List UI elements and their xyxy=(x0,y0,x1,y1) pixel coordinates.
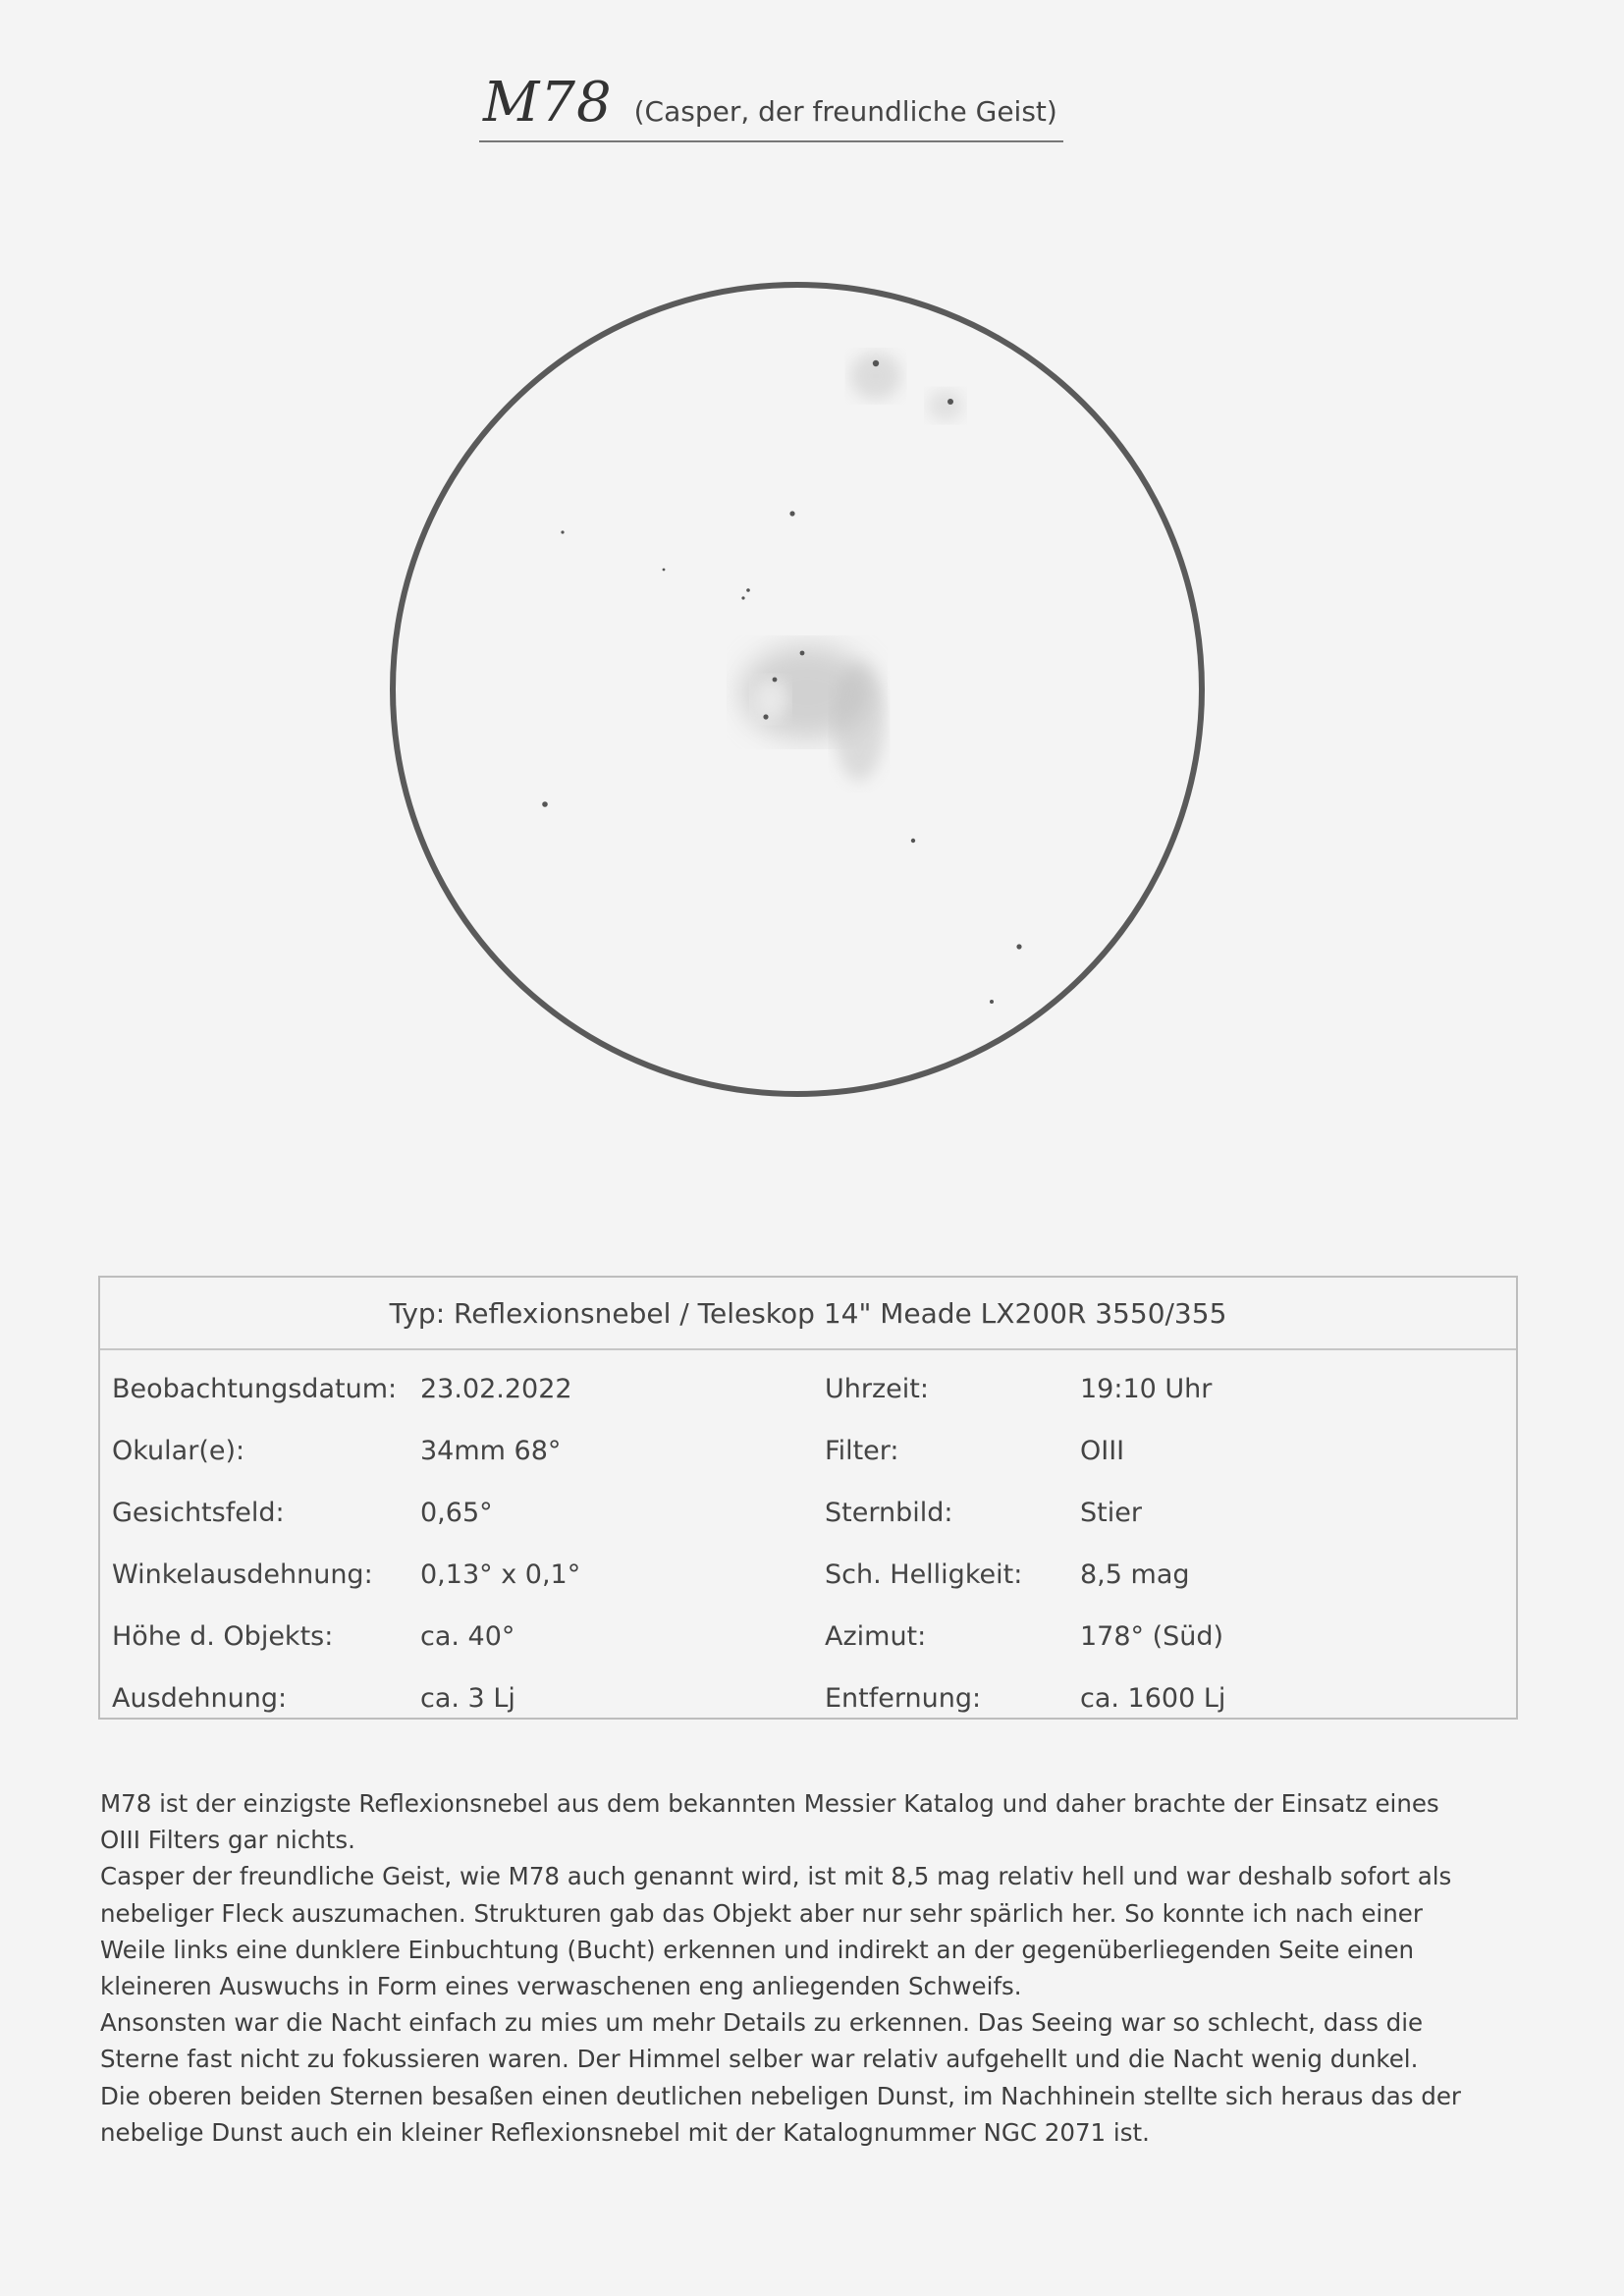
star xyxy=(741,596,744,599)
row-label: Okular(e): xyxy=(112,1436,245,1466)
object-nickname: (Casper, der freundliche Geist) xyxy=(633,95,1057,128)
row-label: Gesichtsfeld: xyxy=(112,1498,285,1528)
notes-line: nebelige Dunst auch ein kleiner Reflexionsnebel mit der Katalognummer NGC 2071 ist. xyxy=(100,2117,1150,2147)
star xyxy=(561,530,564,533)
row-label: Entfernung: xyxy=(825,1683,982,1714)
row-label: Winkelausdehnung: xyxy=(112,1559,373,1590)
row-value: 23.02.2022 xyxy=(420,1374,572,1404)
notes-line: M78 ist der einzigste Reflexionsnebel aus dem bekannten Messier Katalog und daher brachte der Einsatz eines xyxy=(100,1789,1439,1818)
star xyxy=(990,1000,994,1004)
row-label: Höhe d. Objekts: xyxy=(112,1621,334,1652)
row-value: 34mm 68° xyxy=(420,1436,562,1466)
notes-line: Die oberen beiden Sternen besaßen einen deutlichen nebeligen Dunst, im Nachhinein stellte sich heraus das der xyxy=(100,2081,1461,2110)
row-value: 0,13° x 0,1° xyxy=(420,1559,581,1590)
notes-line: kleineren Auswuchs in Form eines verwaschenen eng anliegenden Schweifs. xyxy=(100,1972,1022,2001)
table-row xyxy=(100,1669,1516,1731)
table-row xyxy=(100,1422,1516,1484)
star xyxy=(763,714,768,719)
star xyxy=(1016,944,1021,949)
star xyxy=(789,511,794,516)
row-value: OIII xyxy=(1080,1436,1125,1466)
star xyxy=(800,651,805,656)
table-header: Typ: Reflexionsnebel / Teleskop 14" Meade LX200R 3550/355 xyxy=(100,1278,1516,1350)
row-value: 8,5 mag xyxy=(1080,1559,1190,1590)
row-value: ca. 40° xyxy=(420,1621,515,1652)
row-value: 178° (Süd) xyxy=(1080,1621,1224,1652)
row-label: Ausdehnung: xyxy=(112,1683,288,1714)
row-value: ca. 1600 Lj xyxy=(1080,1683,1226,1714)
star xyxy=(773,678,778,683)
row-value: ca. 3 Lj xyxy=(420,1683,515,1714)
table-row xyxy=(100,1546,1516,1608)
object-name: M78 xyxy=(483,71,613,135)
notes-line: nebeliger Fleck auszumachen. Strukturen gab das Objekt aber nur sehr spärlich her. So konnte ich nach einer xyxy=(100,1898,1423,1928)
notes-line: Casper der freundliche Geist, wie M78 auch genannt wird, ist mit 8,5 mag relativ hell und war deshalb sofort als xyxy=(100,1862,1452,1891)
notes-line: Sterne fast nicht zu fokussieren waren. Der Himmel selber war relativ aufgehellt und die Nacht wenig dunkel. xyxy=(100,2045,1419,2074)
row-label: Filter: xyxy=(825,1436,899,1466)
notes-line: Weile links eine dunklere Einbuchtung (Bucht) erkennen und indirekt an der gegenüberliegenden Seite einen xyxy=(100,1935,1415,1964)
row-value: 0,65° xyxy=(420,1498,493,1528)
row-label: Sternbild: xyxy=(825,1498,953,1528)
table-row xyxy=(100,1608,1516,1669)
nebula-m78 xyxy=(740,645,885,781)
nebula-ngc2071 xyxy=(850,353,963,421)
star xyxy=(873,360,879,366)
observation-notes xyxy=(100,1785,1494,2151)
star xyxy=(911,839,915,843)
star xyxy=(663,569,666,572)
star xyxy=(542,801,548,807)
row-label: Uhrzeit: xyxy=(825,1374,929,1404)
row-label: Beobachtungsdatum: xyxy=(112,1374,398,1404)
table-row xyxy=(100,1360,1516,1422)
observation-data-table xyxy=(98,1276,1518,1720)
notes-line: Ansonsten war die Nacht einfach zu mies um mehr Details zu erkennen. Das Seeing war so schlecht, dass die xyxy=(100,2008,1424,2038)
notes-line: OIII Filters gar nichts. xyxy=(100,1826,355,1855)
star xyxy=(947,399,953,405)
row-value: 19:10 Uhr xyxy=(1080,1374,1213,1404)
row-label: Azimut: xyxy=(825,1621,927,1652)
row-label: Sch. Helligkeit: xyxy=(825,1559,1023,1590)
star xyxy=(746,588,750,592)
row-value: Stier xyxy=(1080,1498,1142,1528)
table-row xyxy=(100,1484,1516,1546)
